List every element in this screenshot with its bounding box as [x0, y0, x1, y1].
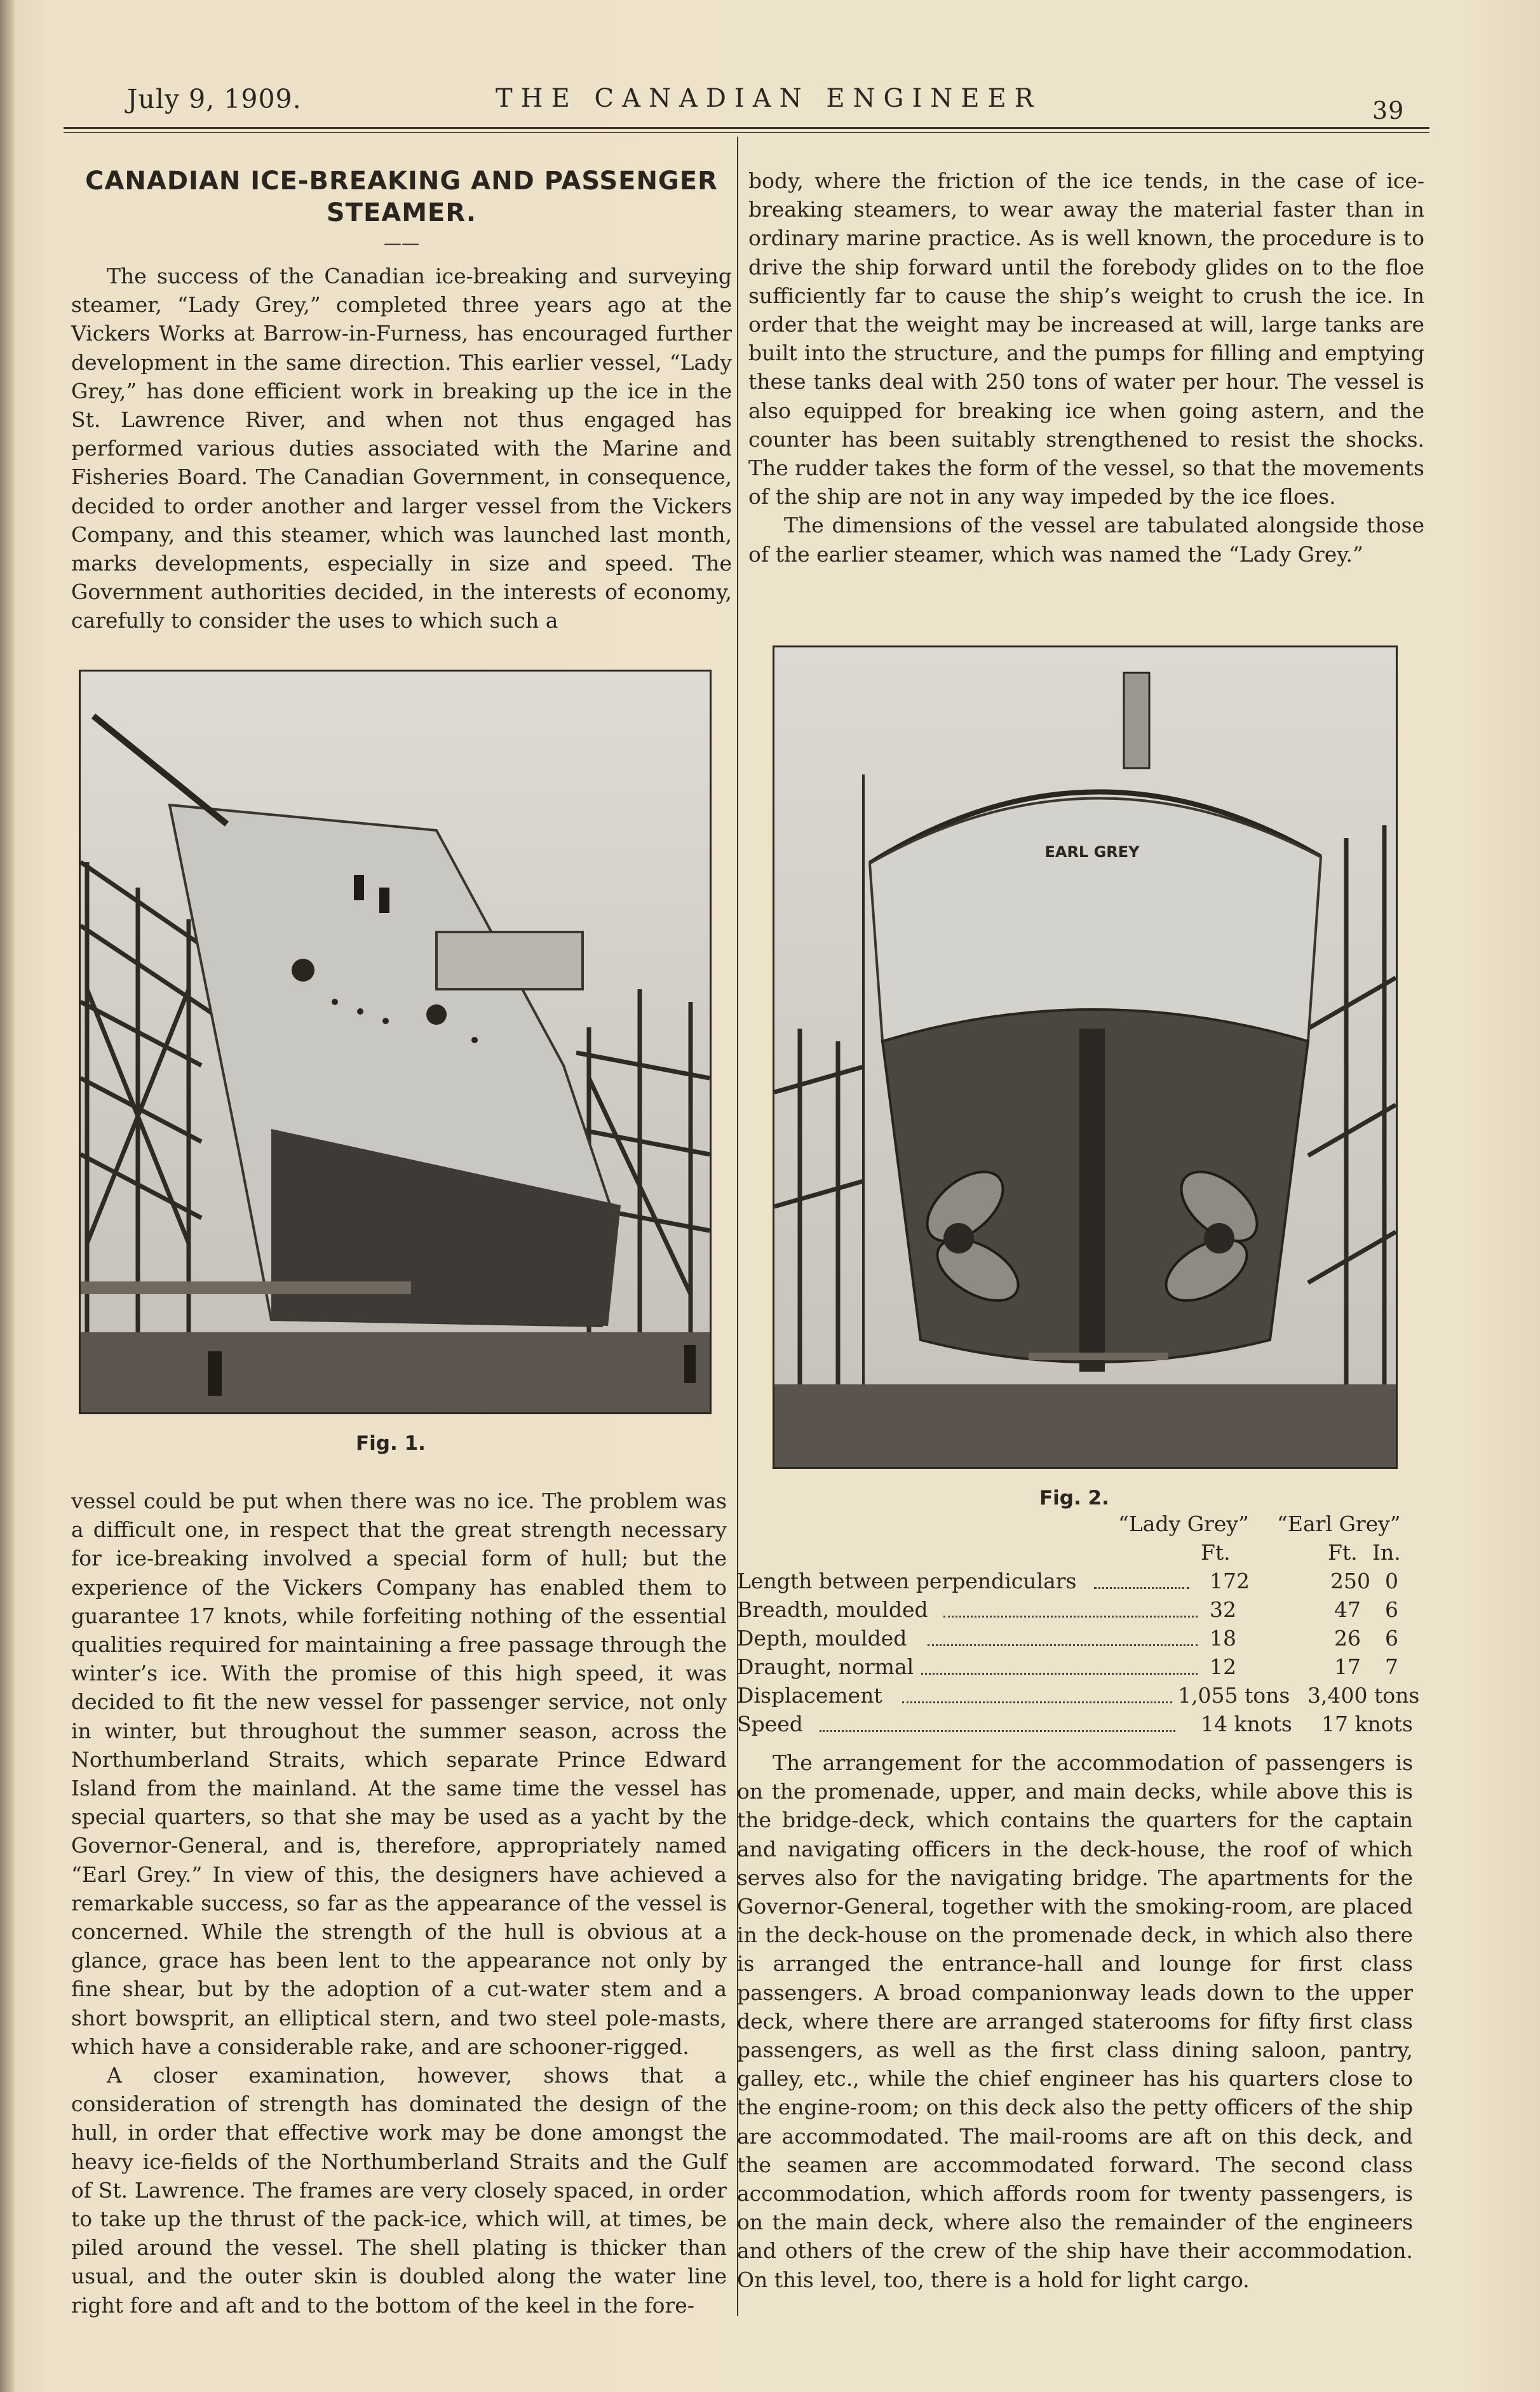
leader-dots: [921, 1673, 1198, 1675]
figure-2-photo: [773, 645, 1398, 1469]
table-row: [737, 1652, 1417, 1681]
earl-grey-value: 3,400 tons: [1307, 1683, 1420, 1708]
lady-grey-value: 172: [1210, 1569, 1250, 1593]
leader-dots: [820, 1730, 1175, 1732]
right-column-bottom: [737, 1748, 1413, 2294]
earl-grey-inches: 0: [1385, 1569, 1398, 1593]
earl-grey-inches: 7: [1385, 1654, 1398, 1679]
leader-dots: [943, 1616, 1198, 1618]
paragraph: body, where the friction of the ice tends, in the case of ice-breaking steamers, to wear away the material faster than in ordinary marine practice. As is well known, the procedure is to drive the ship forward until the forebody glides on to the floe sufficiently far to cause the ship’s weight to crush the ice. In order that the weight may be increased at will, large tanks are built into the structure, and the pumps for filling and emptying these tanks deal with 250 tons of water per hour. The vessel is also equipped for breaking ice when going astern, and the counter has been suitably strengthened to resist the shocks. The rudder takes the form of the vessel, so that the movements of the ship are not in any way impeded by the ice floes.: [748, 168, 1424, 510]
paragraph: The dimensions of the vessel are tabulated alongside those of the earlier steamer, which was named the “Lady Grey.”: [748, 513, 1424, 567]
left-column-top: [71, 165, 732, 635]
article-title-line1: CANADIAN ICE-BREAKING AND PASSENGER: [85, 166, 718, 196]
header-publication: THE CANADIAN ENGINEER: [496, 84, 1042, 113]
page-number: 39: [1372, 97, 1405, 125]
paragraph: The arrangement for the accommodation of passengers is on the promenade, upper, and main decks, while above this is the bridge-deck, which contains the quarters for the captain and navigating officers in the deck-house, the roof of which serves also for the navigating bridge. The apartments for the Governor-General, together with the smoking-room, are placed in the deck-house on the promenade deck, in which also there is arranged the entrance-hall and lounge for first class passengers. A broad companionway leads down to the upper deck, where there are arranged staterooms for fifty first class passengers, as well as the first class dining saloon, pantry, galley, etc., while the chief engineer has his quarters close to the engine-room; on this deck also the petty officers of the ship are accommodated. The mail-rooms are aft on this deck, and the seamen are accommodated forward. The second class accommodation, which affords room for twenty passengers, is on the main deck, where also the remainder of the engineers and others of the crew of the ship have their accommodation. On this level, too, there is a hold for light cargo.: [737, 1750, 1413, 2292]
paragraph: The success of the Canadian ice-breaking and surveying steamer, “Lady Grey,” completed three years ago at the Vickers Works at Barrow-in-Furness, has encouraged further development in the same direction. This earlier vessel, “Lady Grey,” has done efficient work in breaking up the ice in the St. Lawrence River, and when not thus engaged has performed various duties associated with the Marine and Fisheries Board. The Canadian Government, in consequence, decided to order another and larger vessel from the Vickers Company, and this steamer, which was launched last month, marks developments, especially in size and speed. The Government authorities decided, in the interests of economy, carefully to consider the uses to which such a: [71, 264, 732, 633]
lady-grey-value: 14 knots: [1201, 1712, 1292, 1736]
dimension-label: Speed: [737, 1712, 803, 1736]
ship-side-view-illustration: [81, 672, 710, 1412]
column-header-lady-grey: “Lady Grey”: [1118, 1511, 1249, 1536]
earl-grey-inches: 6: [1385, 1597, 1398, 1622]
unit-in-earl: In.: [1372, 1540, 1401, 1565]
table-row: [737, 1624, 1417, 1652]
ship-stern-view-illustration: [774, 647, 1396, 1467]
earl-grey-feet: 250: [1330, 1569, 1370, 1593]
dimension-label: Depth, moulded: [737, 1626, 907, 1651]
dimension-label: Draught, normal: [737, 1654, 914, 1679]
dimension-label: Displacement: [737, 1683, 882, 1708]
earl-grey-value: 17 knots: [1321, 1712, 1413, 1736]
title-separator: ——: [384, 233, 419, 253]
earl-grey-inches: 6: [1385, 1626, 1398, 1651]
dimension-label: Length between perpendiculars: [737, 1569, 1077, 1593]
lady-grey-value: 18: [1210, 1626, 1236, 1651]
lady-grey-value: 1,055 tons: [1178, 1683, 1290, 1708]
earl-grey-feet: 47: [1334, 1597, 1361, 1622]
header-rule: [64, 127, 1429, 129]
leader-dots: [928, 1644, 1198, 1646]
leader-dots: [1094, 1587, 1189, 1589]
table-row: [737, 1595, 1417, 1624]
earl-grey-feet: 17: [1334, 1654, 1361, 1679]
figure-2-caption: Fig. 2.: [1039, 1487, 1109, 1510]
leader-dots: [902, 1701, 1172, 1703]
header-rule-thin: [64, 132, 1429, 133]
article-title: [71, 165, 732, 229]
unit-ft-earl: Ft.: [1328, 1540, 1358, 1565]
binding-gutter: [0, 0, 14, 2392]
left-column-bottom: [71, 1487, 727, 2320]
right-column-top: [748, 166, 1424, 569]
hull-name-text: EARL GREY: [1044, 843, 1140, 861]
figure-1-photo: [79, 670, 712, 1414]
header-date: July 9, 1909.: [127, 84, 302, 114]
table-row: [737, 1567, 1417, 1595]
lady-grey-value: 32: [1210, 1597, 1236, 1622]
unit-ft-lady: Ft.: [1201, 1540, 1231, 1565]
column-header-earl-grey: “Earl Grey”: [1277, 1511, 1401, 1536]
table-row: [737, 1710, 1417, 1738]
article-title-line2: STEAMER.: [326, 198, 477, 227]
figure-1-caption: Fig. 1.: [356, 1432, 426, 1455]
earl-grey-feet: 26: [1334, 1626, 1361, 1651]
table-row: [737, 1681, 1420, 1710]
dimension-label: Breadth, moulded: [737, 1597, 928, 1622]
paragraph: A closer examination, however, shows that a consideration of strength has dominated the design of the hull, in order that effective work may be done amongst the heavy ice-fields of the Northumberland Straits and the Gulf of St. Lawrence. The frames are very closely spaced, in order to take up the thrust of the pack-ice, which will, at times, be piled around the vessel. The shell plating is thicker than usual, and the outer skin is doubled along the water line right fore and aft and to the bottom of the keel in the fore-: [71, 2063, 727, 2318]
lady-grey-value: 12: [1210, 1654, 1236, 1679]
paragraph: vessel could be put when there was no ice. The problem was a difficult one, in respect that the great strength necessary for ice-breaking involved a special form of hull; but the experience of the Vickers Company has enabled them to guarantee 17 knots, while forfeiting nothing of the essential qualities required for maintaining a free passage through the winter’s ice. With the promise of this high speed, it was decided to fit the new vessel for passenger service, not only in winter, but throughout the summer season, across the Northumberland Straits, which separate Prince Edward Island from the mainland. At the same time the vessel has special quarters, so that she may be used as a yacht by the Governor-General, and is, therefore, appropriately named “Earl Grey.” In view of this, the designers have achieved a remarkable success, so far as the appearance of the vessel is concerned. While the strength of the hull is obvious at a glance, grace has been lent to the appearance not only by fine shear, but by the adoption of a cut-water stem and a short bowsprit, an elliptical stern, and two steel pole-masts, which have a considerable rake, and are schooner-rigged.: [71, 1489, 727, 2059]
